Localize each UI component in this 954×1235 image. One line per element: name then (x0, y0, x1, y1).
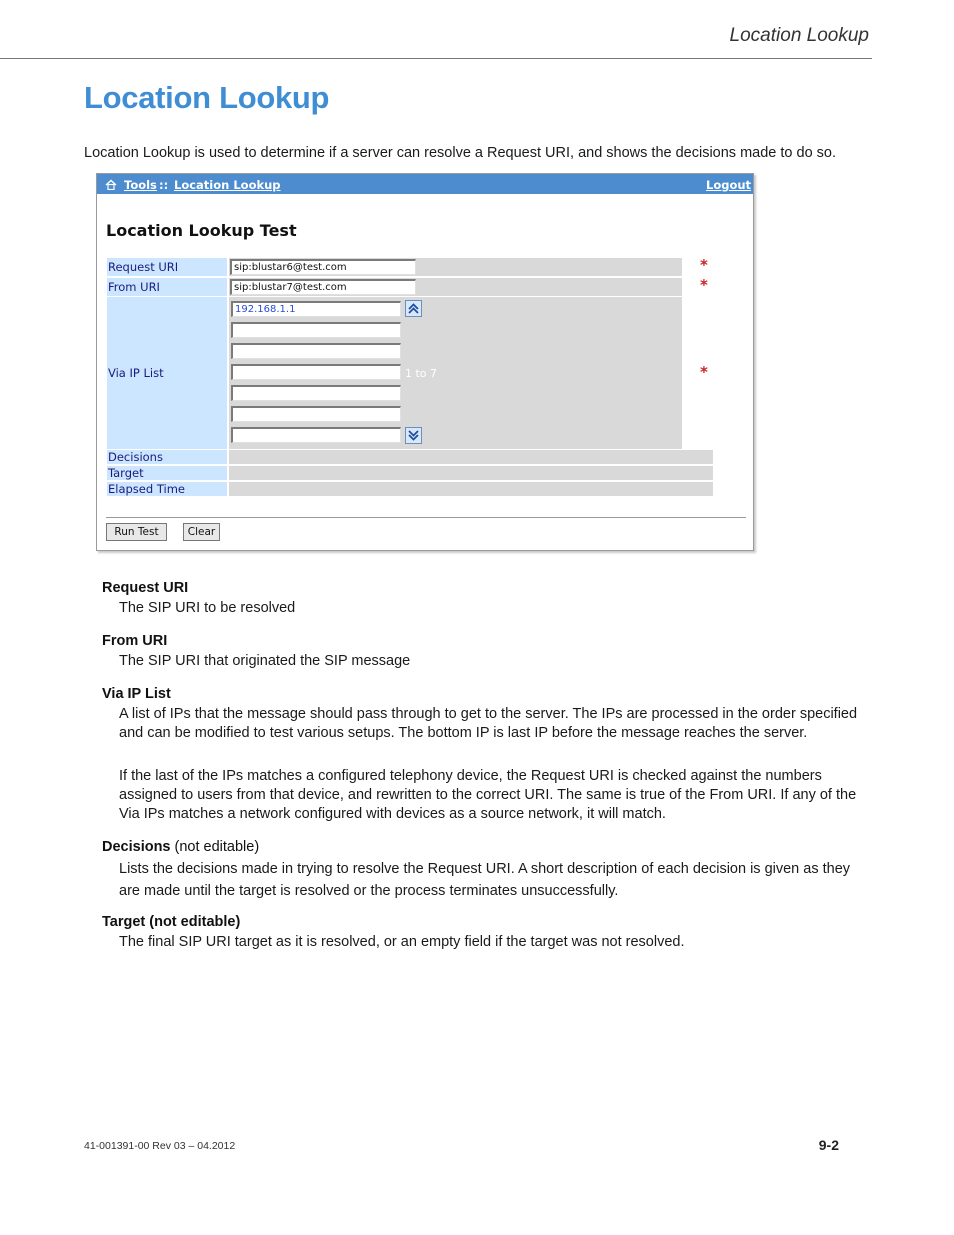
from-uri-label: From URI (107, 278, 227, 296)
location-lookup-screenshot (96, 173, 754, 551)
double-chevron-down-icon (407, 429, 420, 442)
via-ip-input-2[interactable] (231, 322, 401, 338)
decisions-label: Decisions (107, 450, 227, 464)
definition-desc-via-ip-list-2: If the last of the IPs matches a configured telephony device, the Request URI is checked against the numbers assigned to users from that device, and rewritten to the correct URI. The same is true of the From URI. If any of the Via IPs matches a network configured with devices as a source network, it will match. (119, 768, 857, 822)
move-down-button[interactable] (405, 427, 422, 444)
form-divider (106, 517, 746, 518)
from-uri-input[interactable]: sip:blustar7@test.com (230, 279, 416, 295)
logout-link[interactable]: Logout (706, 178, 752, 192)
definition-term-via-ip-list: Via IP List (102, 686, 171, 702)
target-output (229, 466, 713, 480)
footer-doc-id: 41-001391-00 Rev 03 – 04.2012 (84, 1140, 236, 1152)
definition-desc-target: The final SIP URI target as it is resolved, or an empty field if the target was not resolved. (119, 934, 685, 950)
via-ip-input-4[interactable] (231, 364, 401, 380)
page-title: Location Lookup (84, 80, 330, 115)
definition-term-decisions (102, 839, 259, 855)
nav-separator: :: (159, 178, 169, 192)
via-ip-input-6[interactable] (231, 406, 401, 422)
header-rule (0, 58, 872, 59)
target-label: Target (107, 466, 227, 480)
elapsed-time-label: Elapsed Time (107, 482, 227, 496)
definition-desc-decisions: Lists the decisions made in trying to resolve the Request URI. A short description of each decision is given as they are made until the target is resolved or the process terminates unsuccessfully. (119, 861, 851, 899)
definition-term-decisions-label: Decisions (102, 839, 171, 855)
run-test-button[interactable]: Run Test (106, 523, 167, 541)
nav-link-tools[interactable]: Tools (124, 178, 157, 192)
via-ip-input-5[interactable] (231, 385, 401, 401)
nav-bar (97, 174, 753, 194)
via-ip-list-label: Via IP List (107, 297, 227, 449)
definition-desc-via-ip-list-1: A list of IPs that the message should pass through to get to the server. The IPs are processed in the order specified and can be modified to test various setups. The bottom IP is last IP before the message reaches the server. (119, 706, 858, 741)
clear-button[interactable]: Clear (183, 523, 220, 541)
intro-paragraph: Location Lookup is used to determine if a server can resolve a Request URI, and shows the decisions made to do so. (84, 145, 837, 161)
via-ip-input-7[interactable] (231, 427, 401, 443)
definition-desc-from-uri: The SIP URI that originated the SIP message (119, 653, 411, 669)
from-uri-required-marker: * (700, 276, 708, 294)
definition-desc-request-uri: The SIP URI to be resolved (119, 600, 296, 616)
via-ip-list-required-marker: * (700, 363, 708, 381)
form-title: Location Lookup Test (106, 221, 297, 240)
request-uri-input[interactable]: sip:blustar6@test.com (230, 259, 416, 275)
elapsed-time-output (229, 482, 713, 496)
home-icon[interactable] (105, 179, 117, 190)
footer-page-number: 9-2 (818, 1137, 839, 1153)
request-uri-label: Request URI (107, 258, 227, 276)
via-ip-range-hint: 1 to 7 (405, 367, 438, 380)
definition-term-request-uri: Request URI (102, 580, 189, 596)
nav-link-location-lookup[interactable]: Location Lookup (174, 178, 281, 192)
double-chevron-up-icon (407, 302, 420, 315)
definition-term-from-uri: From URI (102, 633, 168, 649)
via-ip-input-3[interactable] (231, 343, 401, 359)
request-uri-required-marker: * (700, 256, 708, 274)
decisions-output (229, 450, 713, 464)
definition-term-decisions-note: (not editable) (174, 839, 260, 855)
move-up-button[interactable] (405, 300, 422, 317)
via-ip-input-1[interactable]: 192.168.1.1 (231, 301, 401, 317)
running-header: Location Lookup (729, 25, 869, 46)
definition-term-target: Target (not editable) (102, 914, 241, 930)
